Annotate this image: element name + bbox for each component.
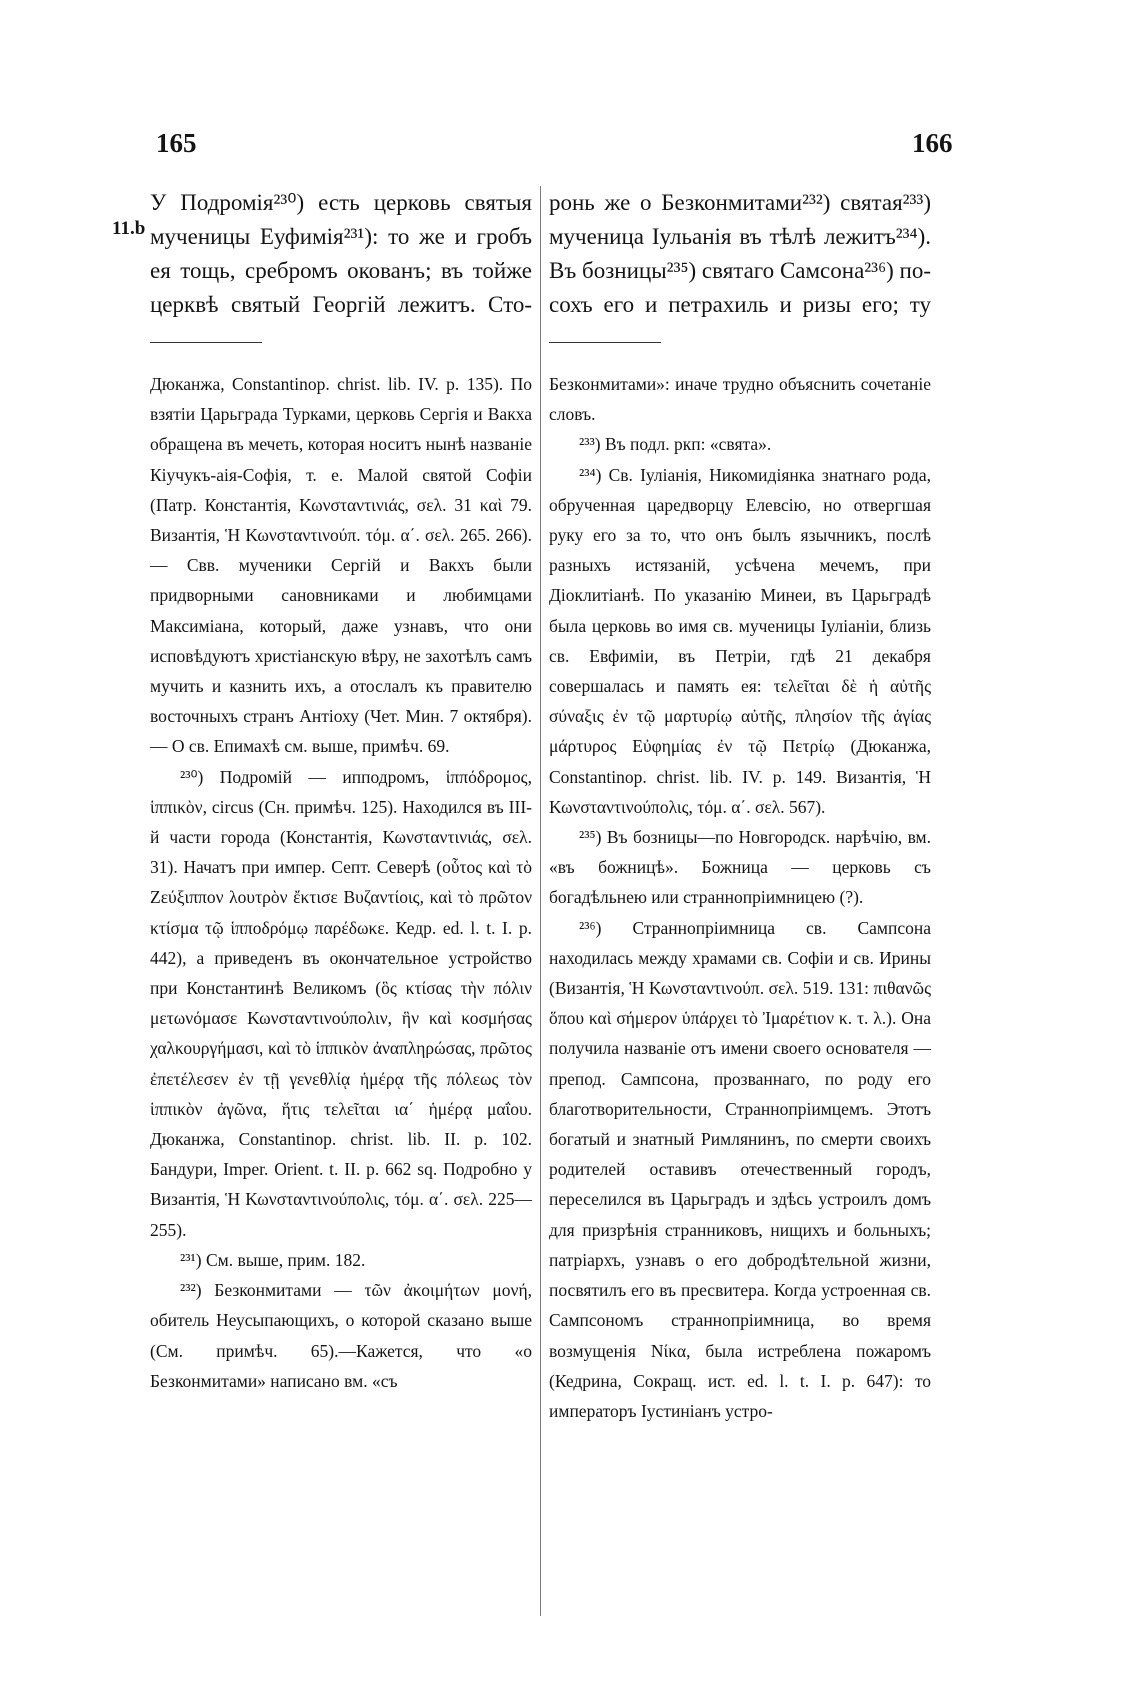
main-text-line: ронь же о Безконмитами²³²) святая²³³): [549, 190, 931, 215]
left-column: [150, 186, 532, 1396]
main-text-line: У Подромія²³⁰) есть церковь святыя: [150, 190, 532, 215]
column-divider: [540, 186, 541, 1616]
footnote-234: ²³⁴) Св. Іуліанія, Никомидіянка знатнаго рода, обрученная царедворцу Елевсію, но отвергшая руку его за то, что онъ былъ язычникъ, послѣ разныхъ истязаній, усѣчена мечемъ, при Діоклитіанѣ. По указанію Минеи, въ Царьградѣ была церковь во имя св. мученицы Іуліаніи, близь св. Евфиміи, въ Петріи, гдѣ 21 декабря совершалась и память ея: τελεῖται δὲ ἡ αὐτῆς σύναξις ἐν τῷ μαρτυρίῳ αὐτῆς, πλησίον τῆς ἁγίας μάρτυρος Εὐφημίας ἐν τῷ Πετρίῳ (Дюканжа, Constantinop. christ. lib. IV. p. 149. Византія, Ἡ Κωνσταντινούπολις, τόμ. α΄. σελ. 567).: [549, 464, 931, 817]
page-number-right: 166: [912, 128, 953, 158]
margin-note: 11.b: [112, 218, 146, 239]
main-text-line: церквѣ святый Георгій лежитъ. Сто-: [150, 292, 532, 317]
footnote-232: ²³²) Безконмитами — τῶν ἀκοιμήτων μονή, обитель Неусыпающихъ, о которой сказано выше (См. примѣч. 65).—Кажется, что «о Безконмитами» написано вм. «съ: [150, 1280, 532, 1391]
footnote-236: ²³⁶) Страннопріимница св. Сампсона находилась между храмами св. Софіи и св. Ирины (Византія, Ἡ Κωνσταντινούπ. σελ. 519. 131: πιθανῶς ὅπου καὶ σήμερον ὑπάρχει τὸ Ἰμαρέτιον κ. τ. λ.). Она получила названіе отъ имени своего основателя — препод. Сампсона, прозваннаго, по роду его благотворительности, Страннопріимцемъ. Этотъ богатый и знатный Римлянинъ, по смерти своихъ родителей оставивъ отечественный городъ, переселился въ Царьградъ и здѣсь устроилъ домъ для призрѣнія странниковъ, нищихъ и больныхъ; патріархъ, узнавъ о его добродѣтельной жизни, посвятилъ его въ пресвитера. Когда устроенная св. Сампсономъ страннопріимница, во время возмущенія Νίκα, была истреблена пожаромъ (Кедрина, Сокращ. ист. ed. l. t. I. p. 647): то императоръ Іустиніанъ устро-: [549, 917, 931, 1421]
main-text-line: мученицы Еуфимія²³¹): то же и гробъ: [150, 224, 532, 249]
right-column: [549, 186, 931, 1426]
main-text-line: сохъ его и петрахиль и ризы его; ту: [549, 292, 931, 317]
page-number-left: 165: [156, 128, 197, 158]
footnote-continuation: Безконмитами»: иначе трудно объяснить сочетаніе словъ.: [549, 374, 931, 425]
footnote-235: ²³⁵) Въ бозницы—по Новгородск. нарѣчію, вм. «въ божницѣ». Божница — церковь съ богадѣльнею или страннопріимницею (?).: [549, 827, 931, 908]
main-text-line: ея тощь, сребромъ окованъ; въ тойже: [150, 258, 532, 283]
main-text-line: мученица Іульанія въ тѣлѣ лежитъ²³⁴).: [549, 224, 931, 249]
footnote-continuation: Дюканжа, Constantinop. christ. lib. IV. p. 135). По взятіи Царьграда Турками, церковь Сергія и Вакха обращена въ мечеть, которая носитъ нынѣ названіе Кіучукъ-аія-Софія, т. е. Малой святой Софіи (Патр. Константія, Κωνσταντινιάς, σελ. 31 καὶ 79. Византія, Ἡ Κωνσταντινούπ. τόμ. α΄. σελ. 265. 266). — Свв. мученики Сергій и Вакхъ были придворными сановниками и любимцами Максиміана, который, даже узнавъ, что они исповѣдуютъ христіанскую вѣру, не захотѣлъ самъ мучить и казнить ихъ, а отослалъ къ правителю восточныхъ странъ Антіоху (Чет. Мин. 7 октября). — О св. Епимахѣ см. выше, примѣч. 69.: [150, 374, 532, 757]
footnote-230: ²³⁰) Подромій — ипподромъ, ἱππόδρομος, ἱππικὸν, circus (Сн. примѣч. 125). Находился въ III-й части города (Константія, Κωνσταντινιάς, σελ. 31). Начатъ при импер. Септ. Северѣ (οὗτος καὶ τὸ Ζεύξιππον λουτρὸν ἔκτισε Βυζαντίοις, καὶ τὸ πρῶτον κτίσμα τῷ ἱπποδρόμῳ παρέδωκε. Кедр. ed. l. t. I. p. 442), а приведенъ въ окончательное устройство при Константинѣ Великомъ (ὃς κτίσας τὴν πόλιν μετωνόμασε Κωνσταντινούπολιν, ἣν καὶ κοσμήσας χαλκουργήμασι, καὶ τὸ ἱππικὸν ἀναπληρώσας, πρῶτος ἐπετέλεσεν ἐν τῇ γενεθλίᾳ ἡμέρᾳ τῆς πόλεως τὸν ἱππικὸν ἀγῶνα, ἥτις τελεῖται ια΄ ἡμέρᾳ μαΐου. Дюканжа, Constantinop. christ. lib. II. p. 102. Бандури, Imper. Orient. t. II. p. 662 sq. Подробно у Византія, Ἡ Κωνσταντινούπολις, τόμ. α΄. σελ. 225—255).: [150, 766, 532, 1240]
footnote-233: ²³³) Въ подл. ркп: «свята».: [579, 434, 772, 455]
main-text-line: Въ бозницы²³⁵) святаго Самсона²³⁶) по-: [549, 258, 931, 283]
footnote-231: ²³¹) См. выше, прим. 182.: [180, 1249, 366, 1270]
footnote-separator: [549, 342, 661, 343]
footnote-separator: [150, 342, 262, 343]
